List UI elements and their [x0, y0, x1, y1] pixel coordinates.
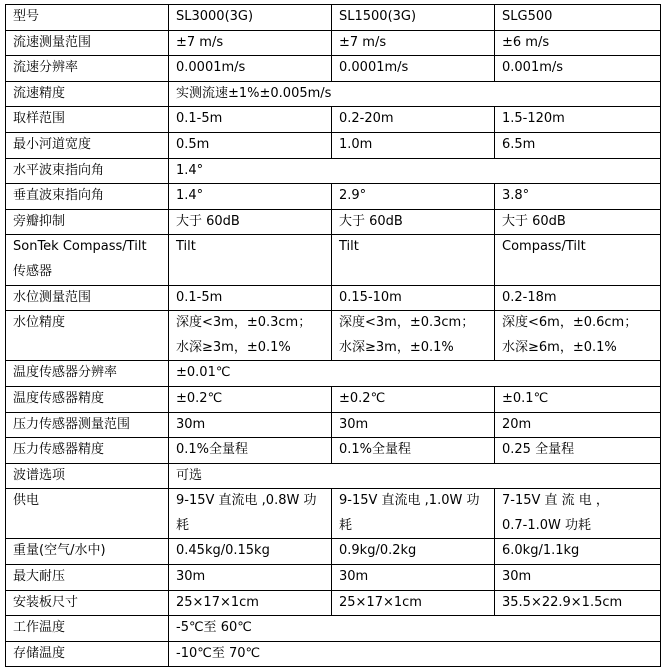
spec-table: [5, 4, 661, 667]
value-cell: 0.0001m/s: [169, 56, 332, 82]
value-cell: -10℃至 70℃: [169, 641, 661, 667]
value-cell: 6.5m: [495, 132, 661, 158]
row-label-cell: 压力传感器测量范围: [6, 412, 169, 438]
value-cell: Tilt: [332, 235, 495, 285]
row-label-cell: 最大耐压: [6, 565, 169, 591]
table-row: [6, 361, 661, 387]
value-cell: 0.2-20m: [332, 107, 495, 133]
table-row: [6, 158, 661, 184]
value-cell: 大于 60dB: [169, 209, 332, 235]
row-label-cell: SonTek Compass/Tilt 传感器: [6, 235, 169, 285]
spec-table-body: [6, 5, 661, 667]
table-row: [6, 438, 661, 464]
value-cell: 0.25 全量程: [495, 438, 661, 464]
value-cell: 深度<3m，±0.3cm； 水深≥3m，±0.1%: [332, 311, 495, 361]
value-cell: 7-15V 直 流 电 ， 0.7-1.0W 功耗: [495, 489, 661, 539]
header-cell-sl3000: SL3000(3G): [169, 5, 332, 31]
value-cell: 35.5×22.9×1.5cm: [495, 590, 661, 616]
value-cell: 实测流速±1%±0.005m/s: [169, 81, 661, 107]
row-label-cell: 重量(空气/水中): [6, 539, 169, 565]
table-row: [6, 539, 661, 565]
value-cell: 0.9kg/0.2kg: [332, 539, 495, 565]
table-row: [6, 412, 661, 438]
value-cell: 30m: [169, 412, 332, 438]
value-cell: 1.5-120m: [495, 107, 661, 133]
value-cell: 0.15-10m: [332, 285, 495, 311]
value-cell: 6.0kg/1.1kg: [495, 539, 661, 565]
value-cell: 1.4°: [169, 184, 332, 210]
value-cell: 20m: [495, 412, 661, 438]
value-cell: 0.2-18m: [495, 285, 661, 311]
table-row: [6, 386, 661, 412]
value-cell: 1.4°: [169, 158, 661, 184]
value-cell: 2.9°: [332, 184, 495, 210]
table-row: [6, 81, 661, 107]
row-label-cell: 取样范围: [6, 107, 169, 133]
value-cell: 3.8°: [495, 184, 661, 210]
table-row: [6, 184, 661, 210]
value-cell: 30m: [169, 565, 332, 591]
value-cell: 30m: [332, 412, 495, 438]
row-label-cell: 旁瓣抑制: [6, 209, 169, 235]
value-cell: 0.1-5m: [169, 107, 332, 133]
table-row: [6, 489, 661, 539]
row-label-cell: 供电: [6, 489, 169, 539]
value-cell: 0.1-5m: [169, 285, 332, 311]
value-cell: ±7 m/s: [332, 30, 495, 56]
row-label-cell: 存储温度: [6, 641, 169, 667]
table-row: [6, 209, 661, 235]
value-cell: Compass/Tilt: [495, 235, 661, 285]
value-cell: ±0.2℃: [169, 386, 332, 412]
row-label-cell: 水平波束指向角: [6, 158, 169, 184]
row-label-cell: 温度传感器分辨率: [6, 361, 169, 387]
table-header-row: [6, 5, 661, 31]
value-cell: ±0.2℃: [332, 386, 495, 412]
table-row: [6, 235, 661, 285]
value-cell: -5℃至 60℃: [169, 616, 661, 642]
value-cell: 深度<3m，±0.3cm； 水深≥3m，±0.1%: [169, 311, 332, 361]
row-label-cell: 工作温度: [6, 616, 169, 642]
value-cell: 大于 60dB: [332, 209, 495, 235]
table-row: [6, 463, 661, 489]
header-cell-sl1500: SL1500(3G): [332, 5, 495, 31]
value-cell: 25×17×1cm: [332, 590, 495, 616]
row-label-cell: 最小河道宽度: [6, 132, 169, 158]
value-cell: 30m: [495, 565, 661, 591]
table-row: [6, 311, 661, 361]
value-cell: 25×17×1cm: [169, 590, 332, 616]
row-label-cell: 温度传感器精度: [6, 386, 169, 412]
value-cell: 深度<6m，±0.6cm； 水深≥6m，±0.1%: [495, 311, 661, 361]
table-row: [6, 107, 661, 133]
value-cell: Tilt: [169, 235, 332, 285]
table-row: [6, 590, 661, 616]
value-cell: 0.001m/s: [495, 56, 661, 82]
value-cell: 0.1%全量程: [169, 438, 332, 464]
table-row: [6, 616, 661, 642]
value-cell: 9-15V 直流电 ,1.0W 功 耗: [332, 489, 495, 539]
row-label-cell: 水位精度: [6, 311, 169, 361]
row-label-cell: 波谱选项: [6, 463, 169, 489]
value-cell: ±7 m/s: [169, 30, 332, 56]
value-cell: 0.5m: [169, 132, 332, 158]
table-row: [6, 285, 661, 311]
table-row: [6, 565, 661, 591]
value-cell: 0.45kg/0.15kg: [169, 539, 332, 565]
table-row: [6, 641, 661, 667]
row-label-cell: 垂直波束指向角: [6, 184, 169, 210]
table-row: [6, 132, 661, 158]
header-cell-slg500: SLG500: [495, 5, 661, 31]
row-label-cell: 压力传感器精度: [6, 438, 169, 464]
value-cell: 大于 60dB: [495, 209, 661, 235]
row-label-cell: 流速测量范围: [6, 30, 169, 56]
table-row: [6, 30, 661, 56]
value-cell: ±6 m/s: [495, 30, 661, 56]
table-row: [6, 56, 661, 82]
value-cell: 9-15V 直流电 ,0.8W 功 耗: [169, 489, 332, 539]
value-cell: ±0.01℃: [169, 361, 661, 387]
row-label-cell: 流速精度: [6, 81, 169, 107]
value-cell: 0.0001m/s: [332, 56, 495, 82]
row-label-cell: 水位测量范围: [6, 285, 169, 311]
row-label-cell: 安装板尺寸: [6, 590, 169, 616]
row-label-cell: 流速分辨率: [6, 56, 169, 82]
value-cell: 0.1%全量程: [332, 438, 495, 464]
value-cell: 1.0m: [332, 132, 495, 158]
value-cell: 可选: [169, 463, 661, 489]
value-cell: 30m: [332, 565, 495, 591]
header-cell-model: 型号: [6, 5, 169, 31]
value-cell: ±0.1℃: [495, 386, 661, 412]
